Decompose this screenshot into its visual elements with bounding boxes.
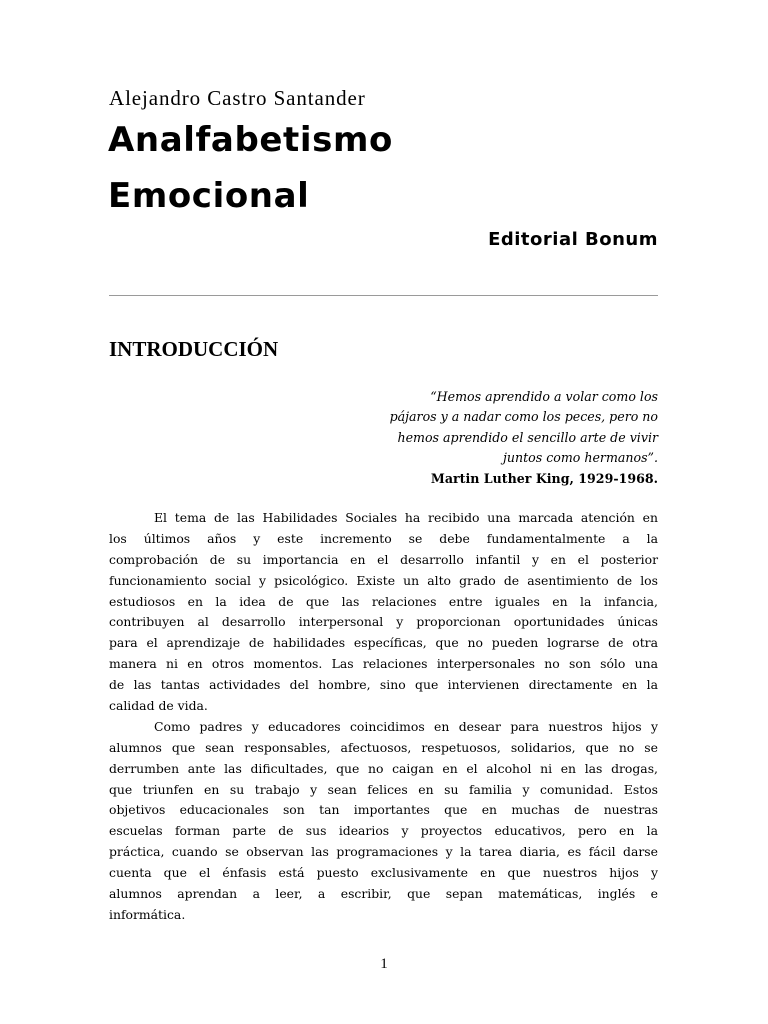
text-line: contribuyen al desarrollo interpersonal y proporcionan oportunidades únicas bbox=[109, 614, 658, 630]
text-line: estudiosos en la idea de que las relaciones entre iguales en la infancia, bbox=[109, 593, 658, 609]
author-name: Alejandro Castro Santander bbox=[109, 86, 366, 110]
epigraph-line: “Hemos aprendido a volar como los bbox=[430, 389, 658, 404]
epigraph-line: pájaros y a nadar como los peces, pero no bbox=[389, 409, 658, 425]
text-line: para el aprendizaje de habilidades específicas, que no pueden lograrse de otra bbox=[109, 635, 658, 651]
epigraph-line: hemos aprendido el sencillo arte de vivir bbox=[397, 429, 658, 445]
text-line: cuenta que el énfasis está puesto exclusivamente en que nuestros hijos y bbox=[109, 865, 658, 881]
paragraph bbox=[109, 508, 658, 717]
text-line: alumnos que sean responsables, afectuosos, respetuosos, solidarios, que no se bbox=[109, 739, 658, 755]
epigraph-attribution: Martin Luther King, 1929-1968. bbox=[430, 470, 658, 486]
publisher-name: Editorial Bonum bbox=[488, 229, 658, 250]
book-title-line: Emocional bbox=[108, 176, 310, 216]
text-line: manera ni en otros momentos. Las relaciones interpersonales no son sólo una bbox=[109, 656, 658, 672]
text-line: derrumben ante las dificultades, que no caigan en el alcohol ni en las drogas, bbox=[109, 760, 658, 776]
text-line: de las tantas actividades del hombre, sino que intervienen directamente en la bbox=[109, 677, 658, 693]
text-line: los últimos años y este incremento se debe fundamentalmente a la bbox=[109, 530, 658, 546]
text-line: comprobación de su importancia en el desarrollo infantil y en el posterior bbox=[109, 551, 658, 567]
text-line: que triunfen en su trabajo y sean felices en su familia y comunidad. Estos bbox=[109, 781, 658, 797]
text-line: escuelas forman parte de sus idearios y proyectos educativos, pero en la bbox=[109, 823, 658, 839]
text-line: Como padres y educadores coincidimos en desear para nuestros hijos y bbox=[154, 718, 658, 734]
book-title bbox=[108, 112, 393, 224]
section-heading: INTRODUCCIÓN bbox=[109, 337, 279, 361]
text-line: objetivos educacionales son tan importantes que en muchas de nuestras bbox=[109, 802, 658, 818]
text-line: funcionamiento social y psicológico. Existe un alto grado de asentimiento de los bbox=[109, 572, 658, 588]
horizontal-divider bbox=[109, 295, 658, 296]
paragraph bbox=[109, 717, 658, 926]
epigraph bbox=[358, 387, 658, 489]
text-line: práctica, cuando se observan las programaciones y la tarea diaria, es fácil darse bbox=[109, 844, 658, 860]
page-number: 1 bbox=[380, 956, 388, 972]
text-line: alumnos aprendan a leer, a escribir, que sepan matemáticas, inglés e bbox=[109, 886, 658, 902]
text-line: calidad de vida. bbox=[109, 698, 208, 714]
text-line: informática. bbox=[109, 906, 186, 922]
epigraph-line: juntos como hermanos”. bbox=[502, 450, 658, 466]
book-title-line: Analfabetismo bbox=[108, 120, 393, 160]
body-text bbox=[109, 508, 658, 926]
text-line: El tema de las Habilidades Sociales ha recibido una marcada atención en bbox=[154, 510, 658, 525]
